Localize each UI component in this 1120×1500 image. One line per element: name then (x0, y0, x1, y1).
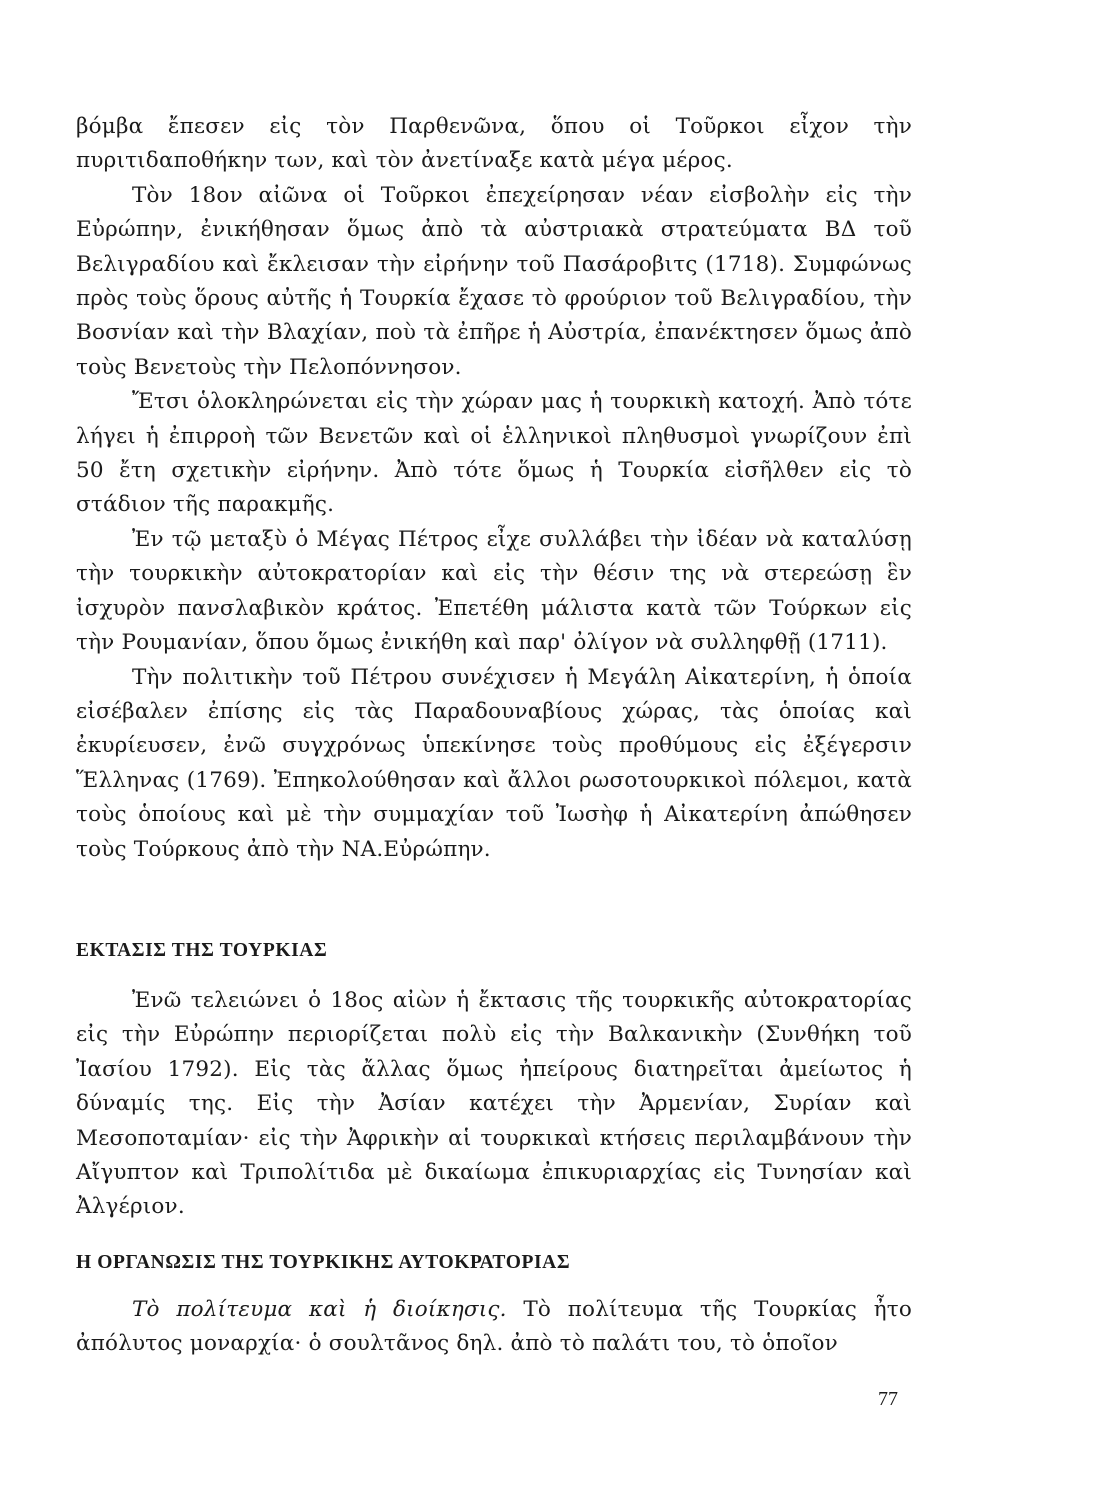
paragraph-polity (76, 1293, 912, 1362)
paragraph-occupation-complete: Ἔτσι ὁλοκληρώνεται εἰς τὴν χώραν μας ἡ τουρκικὴ κατοχή. Ἀπὸ τότε λήγει ἡ ἐπιρροὴ τῶν Βενετῶν καὶ οἱ ἑλληνικοὶ πληθυσμοὶ γνωρίζουν ἐπὶ 50 ἔτη σχετικὴν εἰρήνην. Ἀπὸ τότε ὅμως ἡ Τουρκία εἰσῆλθεν εἰς τὸ στάδιον τῆς παρακμῆς. (76, 389, 912, 518)
paragraph-extent: Ἐνῶ τελειώνει ὁ 18ος αἰὼν ἡ ἔκτασις τῆς τουρκικῆς αὐτοκρατορίας εἰς τὴν Εὐρώπην περιορίζεται πολὺ εἰς τὴν Βαλκανικὴν (Συνθήκη τοῦ Ἰασίου 1792). Εἰς τὰς ἄλλας ὅμως ἠπείρους διατηρεῖται ἀμείωτος ἡ δύναμίς της. Εἰς τὴν Ἀσίαν κατέχει τὴν Ἀρμενίαν, Συρίαν καὶ Μεσοποταμίαν· εἰς τὴν Ἀφρικὴν αἱ τουρκικαὶ κτήσεις περιλαμβάνουν τὴν Αἴγυπτον καὶ Τριπολίτιδα μὲ δικαίωμα ἐπικυριαρχίας εἰς Τυνησίαν καὶ Ἀλγέριον. (76, 988, 912, 1220)
paragraph-18th-century: Τὸν 18ον αἰῶνα οἱ Τοῦρκοι ἐπεχείρησαν νέαν εἰσβολὴν εἰς τὴν Εὐρώπην, ἐνικήθησαν ὅμως ἀπὸ τὰ αὐστριακὰ στρατεύματα ΒΔ τοῦ Βελιγραδίου καὶ ἔκλεισαν τὴν εἰρήνην τοῦ Πασάροβιτς (1718). Συμφώνως πρὸς τοὺς ὅρους αὐτῆς ἡ Τουρκία ἔχασε τὸ φρούριον τοῦ Βελιγραδίου, τὴν Βοσνίαν καὶ τὴν Βλαχίαν, ποὺ τὰ ἐπῆρε ἡ Αὐστρία, ἐπανέκτησεν ὅμως ἀπὸ τοὺς Βενετοὺς τὴν Πελοπόννησον. (76, 182, 912, 380)
page-number: 77 (878, 1388, 898, 1410)
section-heading-extent: ΕΚΤΑΣΙΣ ΤΗΣ ΤΟΥΡΚΙΑΣ (76, 940, 328, 961)
body-text-section-2 (76, 984, 912, 1225)
body-text-section-3 (76, 1293, 912, 1362)
body-text-section-1 (76, 110, 912, 867)
section-heading-organization: Η ΟΡΓΑΝΩΣΙΣ ΤΗΣ ΤΟΥΡΚΙΚΗΣ ΑΥΤΟΚΡΑΤΟΡΙΑΣ (76, 1252, 571, 1273)
paragraph-continued: βόμβα ἔπεσεν εἰς τὸν Παρθενῶνα, ὅπου οἱ Τοῦρκοι εἶχον τὴν πυριτιδαποθήκην των, καὶ τὸν ἀνετίναξε κατὰ μέγα μέρος. (76, 114, 912, 174)
italic-run-heading: Τὸ πολίτευμα καὶ ἡ διοίκησις. (132, 1297, 507, 1322)
paragraph-peter-the-great: Ἐν τῷ μεταξὺ ὁ Μέγας Πέτρος εἶχε συλλάβει τὴν ἰδέαν νὰ καταλύσῃ τὴν τουρκικὴν αὐτοκρατορίαν καὶ εἰς τὴν θέσιν της νὰ στερεώσῃ ἓν ἰσχυρὸν πανσλαβικὸν κράτος. Ἐπετέθη μάλιστα κατὰ τῶν Τούρκων εἰς τὴν Ρουμανίαν, ὅπου ὅμως ἐνικήθη καὶ παρ' ὀλίγον νὰ συλληφθῇ (1711). (76, 526, 912, 656)
paragraph-catherine-the-great: Τὴν πολιτικὴν τοῦ Πέτρου συνέχισεν ἡ Μεγάλη Αἰκατερίνη, ἡ ὁποία εἰσέβαλεν ἐπίσης εἰς τὰς Παραδουναβίους χώρας, τὰς ὁποίας καὶ ἐκυρίευσεν, ἐνῶ συγχρόνως ὑπεκίνησε τοὺς προθύμους εἰς ἐξέγερσιν Ἕλληνας (1769). Ἐπηκολούθησαν καὶ ἄλλοι ρωσοτουρκικοὶ πόλεμοι, κατὰ τοὺς ὁποίους καὶ μὲ τὴν συμμαχίαν τοῦ Ἰωσὴφ ἡ Αἰκατερίνη ἀπώθησεν τοὺς Τούρκους ἀπὸ τὴν ΝΑ.Εὐρώπην. (76, 664, 912, 862)
paragraph-polity-text: Τὸ πολίτευμα τῆς Τουρκίας ἦτο ἀπόλυτος μοναρχία· ὁ σουλτᾶνος δηλ. ἀπὸ τὸ παλάτι του, τὸ ὁποῖον (76, 1297, 913, 1357)
